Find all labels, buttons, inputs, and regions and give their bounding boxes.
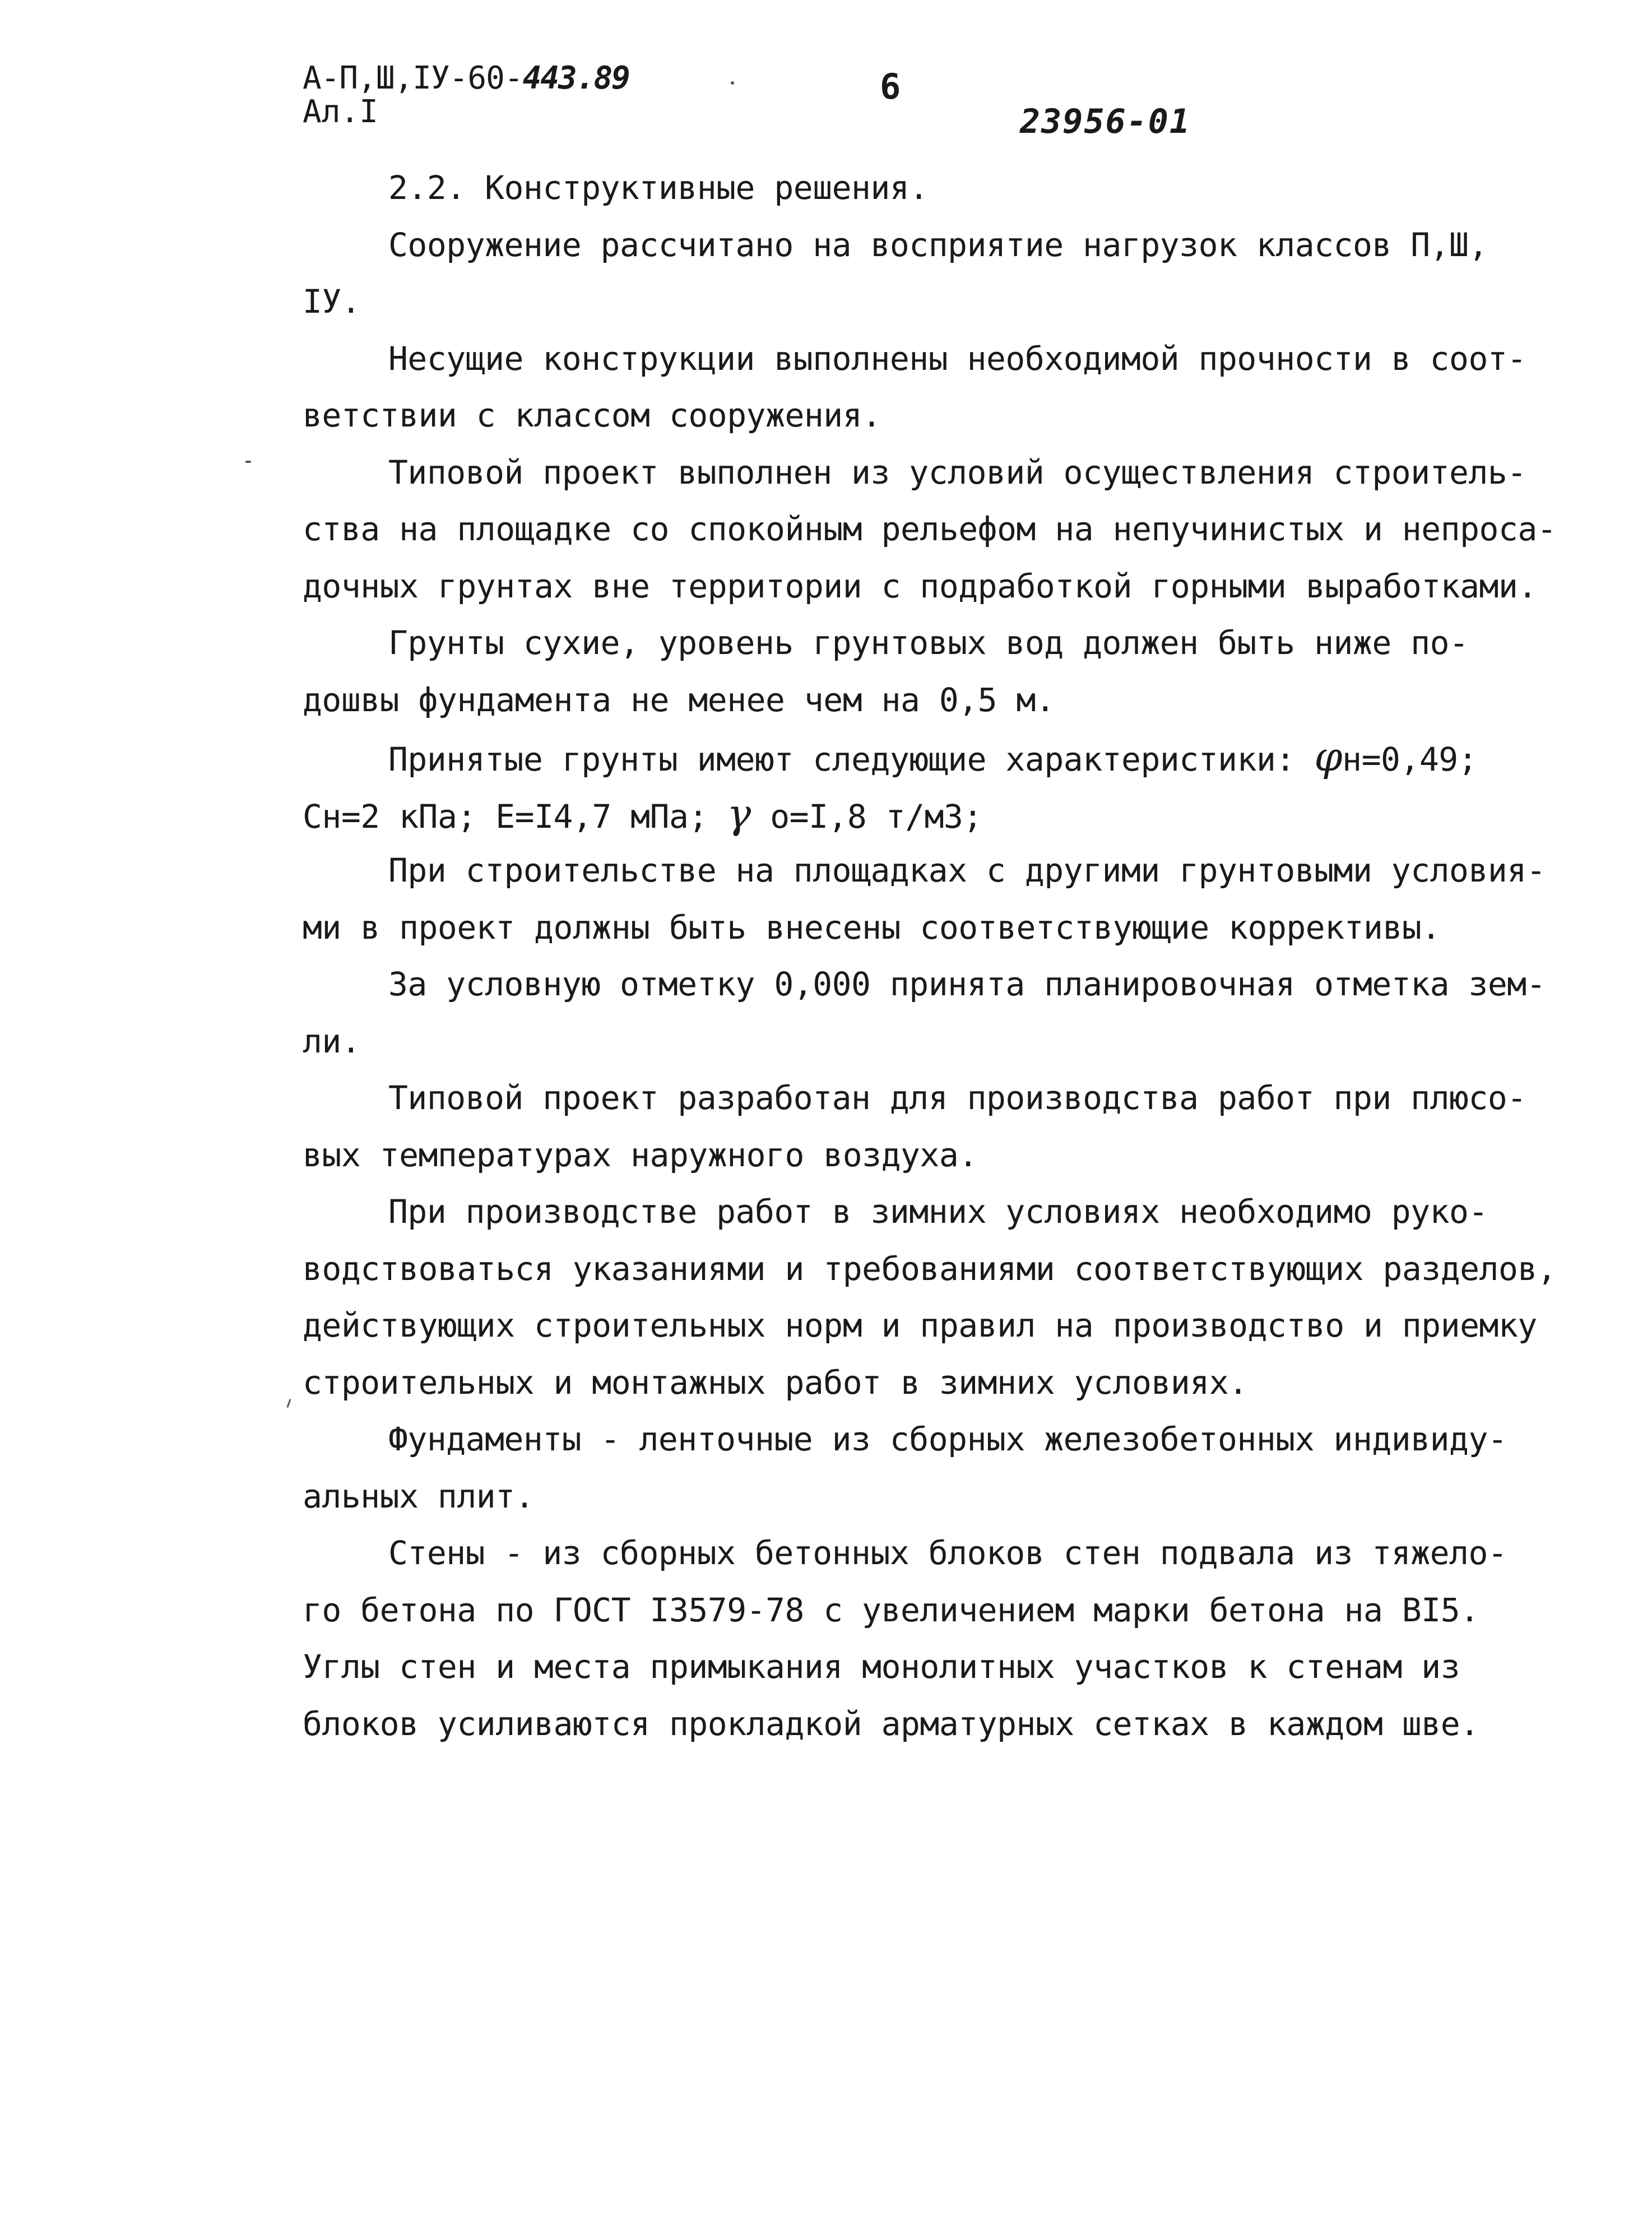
text-line: При строительстве на площадках с другими грунтовыми условия- <box>388 851 1546 889</box>
text-line: 2.2. Конструктивные решения. <box>388 169 929 207</box>
text-line: дошвы фундамента не менее чем на 0,5 м. <box>303 680 1055 719</box>
document-number-stamp: 23956-01 <box>1020 102 1191 141</box>
text-line: При производстве работ в зимних условиях необходимо руко- <box>388 1193 1488 1231</box>
gamma-symbol: γ <box>727 790 751 837</box>
text-line: ветствии с классом сооружения. <box>303 396 881 434</box>
document-code-handwritten: 443.89 <box>522 60 629 96</box>
body-text <box>303 160 1557 1752</box>
text-line: Углы стен и места примыкания монолитных участков к стенам из <box>303 1648 1460 1686</box>
scan-speck <box>245 461 251 463</box>
page-number: 6 <box>880 66 901 107</box>
text-line: дочных грунтах вне территории с подработкой горными выработками. <box>303 567 1537 605</box>
document-code <box>303 62 629 95</box>
text-line: Сооружение рассчитано на восприятие нагрузок классов П,Ш, <box>388 225 1488 264</box>
text-line: Грунты сухие, уровень грунтовых вод должен быть ниже по- <box>388 624 1469 662</box>
text-line: го бетона по ГОСТ I3579-78 с увеличением марки бетона на BI5. <box>303 1590 1479 1629</box>
text-line: строительных и монтажных работ в зимних условиях. <box>303 1363 1248 1402</box>
text-line: блоков усиливаются прокладкой арматурных сетках в каждом шве. <box>303 1704 1479 1743</box>
text-line: Принятые грунты имеют следующие характеристики: φн=0,49; <box>388 733 1478 780</box>
text-line: Фундаменты - ленточные из сборных железобетонных индивиду- <box>388 1420 1507 1458</box>
sheet-label: Ал.I <box>303 94 378 130</box>
text-line: водствоваться указаниями и требованиями соответствующих разделов, <box>303 1249 1557 1288</box>
text-line: Типовой проект разработан для производства работ при плюсо- <box>388 1079 1526 1117</box>
text-line: вых температурах наружного воздуха. <box>303 1135 978 1174</box>
text-line: ми в проект должны быть внесены соответствующие коррективы. <box>303 908 1441 947</box>
scan-speck <box>286 1399 291 1408</box>
scan-speck <box>731 81 734 85</box>
text-line: За условную отметку 0,000 принята планировочная отметка зем- <box>388 965 1546 1003</box>
text-line: Типовой проект выполнен из условий осуществления строитель- <box>388 453 1526 491</box>
text-line: Несущие конструкции выполнены необходимой прочности в соот- <box>388 339 1526 378</box>
phi-symbol: φ <box>1314 733 1343 780</box>
text-line: ства на площадке со спокойным рельефом на непучинистых и непроса- <box>303 510 1557 548</box>
text-line: Сн=2 кПа; Е=I4,7 мПа; γ о=I,8 т/м3; <box>303 790 982 837</box>
text-line: ли. <box>303 1022 361 1060</box>
document-code-typed: А-П,Ш,IУ-60- <box>303 60 523 96</box>
text-line: Стены - из сборных бетонных блоков стен подвала из тяжело- <box>388 1534 1507 1572</box>
text-line: действующих строительных норм и правил на производство и приемку <box>303 1306 1537 1344</box>
text-line: альных плит. <box>303 1477 535 1515</box>
text-line: IУ. <box>303 282 361 321</box>
